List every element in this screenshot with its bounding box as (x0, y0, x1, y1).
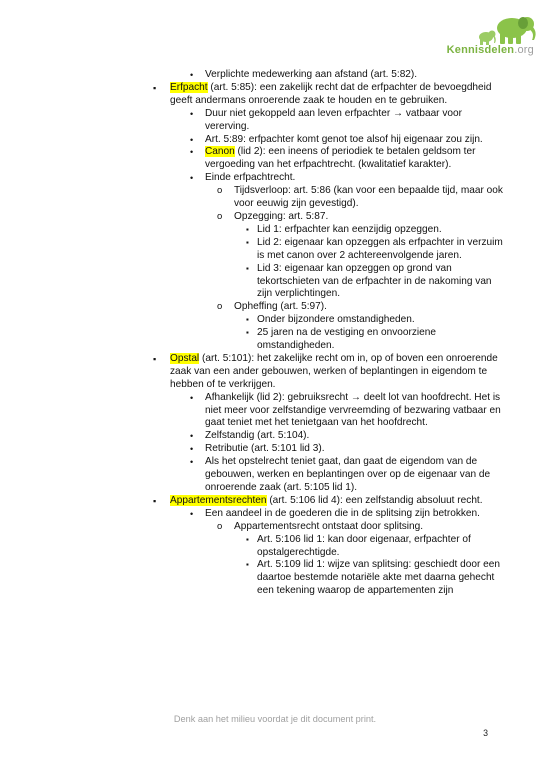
list-item-level-4 (150, 263, 505, 302)
bullet-marker: • (190, 108, 194, 119)
list-item-level-2 (150, 443, 505, 456)
list-item-text: Art. 5:106 lid 1: kan door eigenaar, erfpachter of opstalgerechtigde. (257, 533, 471, 558)
bullet-marker: • (190, 431, 194, 442)
list-item-text: (art. 5:101): het zakelijke recht om in, op of boven een onroerende zaak van een ander gebouwen, werken of beplantingen in eigendom te hebben of te verkrijgen. (170, 352, 498, 390)
list-item-level-2 (150, 146, 505, 172)
bullet-marker: • (190, 70, 194, 80)
list-item-level-2 (150, 430, 505, 443)
list-item-level-2 (150, 508, 505, 521)
list-item-text: Verplichte medewerking aan afstand (art. 5:82). (205, 69, 418, 80)
list-item-text: Art. 5:89: erfpachter komt genot toe alsof hij eigenaar zou zijn. (205, 133, 483, 145)
list-item-level-3 (150, 301, 505, 314)
page-number: 3 (483, 728, 488, 738)
list-item-level-1 (150, 82, 505, 108)
list-item-text: Lid 2: eigenaar kan opzeggen als erfpachter in verzuim is met canon over 2 achtereenvolgende jaren. (257, 236, 503, 261)
list-item-level-4 (150, 534, 505, 560)
list-item-text: (art. 5:106 lid 4): een zelfstandig absoluut recht. (266, 494, 483, 506)
bullet-marker: ▪ (246, 224, 249, 234)
bullet-marker: o (217, 520, 223, 532)
logo-wordmark: Kennisdelen.org (446, 44, 534, 56)
bullet-marker: • (190, 134, 194, 145)
list-item-text: Appartementsrecht ontstaat door splitsing. (234, 520, 424, 532)
bullet-marker: • (190, 444, 194, 455)
list-item-text: Opheffing (art. 5:97). (234, 301, 327, 313)
list-item-text: 25 jaren na de vestiging en onvoorziene omstandigheden. (257, 327, 437, 352)
kennisdelen-logo[interactable] (416, 14, 538, 64)
list-item-text: Art. 5:109 lid 1: wijze van splitsing: geschiedt door een daartoe bestemde notariële akte met daarna gehecht een tekening waarop de appartementen zijn (257, 559, 500, 597)
list-item-level-4 (150, 224, 505, 237)
bullet-marker: • (190, 392, 194, 403)
bullet-marker: o (217, 301, 223, 313)
list-item-level-2 (150, 392, 505, 431)
list-item-level-2 (150, 172, 505, 185)
list-item-text: (art. 5:85): een zakelijk recht dat de erfpachter de bevoegdheid geeft andermans onroerende zaak te houden en te gebruiken. (170, 81, 492, 106)
list-item-level-4 (150, 327, 505, 353)
list-item-level-2 (150, 108, 505, 134)
bullet-marker: ▪ (246, 263, 249, 273)
list-item-text: Opzegging: art. 5:87. (234, 210, 329, 222)
list-item-level-1 (150, 353, 505, 392)
bullet-marker: ▪ (246, 534, 249, 544)
bullet-marker: o (217, 185, 223, 197)
list-item-text: Lid 3: eigenaar kan opzeggen op grond van tekortschieten van de erfpachter in de nakoming van zijn verplichtingen. (257, 262, 492, 300)
list-item-level-2 (150, 456, 505, 495)
list-item-text: Afhankelijk (lid 2): gebruiksrecht → deelt lot van hoofdrecht. Het is niet meer voor zelfstandige vervreemding of bezwaring vatbaar en gaat teniet met het tenietgaan van het hoofdrecht. (205, 391, 501, 429)
list-item-text: Zelfstandig (art. 5:104). (205, 430, 310, 442)
list-item-text: (lid 2): een ineens of periodiek te betalen geldsom ter vergoeding van het erfpachtrecht. (kwalitatief karakter). (205, 146, 476, 171)
list-item-level-2 (150, 69, 505, 82)
bullet-marker: • (190, 173, 194, 184)
highlighted-term: Appartementsrechten (170, 494, 267, 506)
list-item-text: Einde erfpachtrecht. (205, 172, 296, 184)
bullet-marker: ▪ (246, 237, 249, 247)
bullet-marker: • (190, 147, 194, 158)
list-item-text: Tijdsverloop: art. 5:86 (kan voor een bepaalde tijd, maar ook voor eeuwig zijn gevestigd). (234, 185, 503, 210)
list-item-level-3 (150, 521, 505, 534)
bullet-marker: • (190, 508, 194, 519)
list-item-text: Lid 1: erfpachter kan eenzijdig opzeggen. (257, 223, 442, 235)
highlighted-term: Erfpacht (170, 81, 208, 93)
highlighted-term: Canon (205, 146, 235, 158)
list-item-text: Een aandeel in de goederen die in de splitsing zijn betrokken. (205, 507, 480, 519)
elephant-logo-icon (416, 14, 538, 46)
bullet-marker: • (190, 457, 194, 468)
bullet-marker: ▪ (246, 328, 249, 338)
document-body (150, 69, 505, 598)
bullet-marker: ▪ (153, 82, 157, 93)
list-item-level-4 (150, 237, 505, 263)
list-item-level-2 (150, 134, 505, 147)
list-item-level-3 (150, 185, 505, 211)
bullet-marker: ▪ (153, 353, 157, 364)
highlighted-term: Opstal (170, 352, 200, 364)
bullet-marker: o (217, 210, 223, 222)
bullet-marker: ▪ (246, 560, 249, 570)
bullet-marker: ▪ (246, 315, 249, 325)
list-item-text: Retributie (art. 5:101 lid 3). (205, 443, 325, 455)
list-item-level-3 (150, 211, 505, 224)
list-item-text: Duur niet gekoppeld aan leven erfpachter → vatbaar voor vererving. (205, 107, 462, 132)
list-item-level-4 (150, 559, 505, 598)
bullet-marker: ▪ (153, 495, 157, 506)
list-item-level-4 (150, 314, 505, 327)
footer-note: Denk aan het milieu voordat je dit document print. (173, 714, 377, 724)
list-item-text: Onder bijzondere omstandigheden. (257, 314, 415, 326)
list-item-level-1 (150, 495, 505, 508)
list-item-text: Als het opstelrecht teniet gaat, dan gaat de eigendom van de gebouwen, werken en beplantingen over op de eigenaar van de onroerende zaak (art. 5:105 lid 1). (205, 456, 491, 493)
